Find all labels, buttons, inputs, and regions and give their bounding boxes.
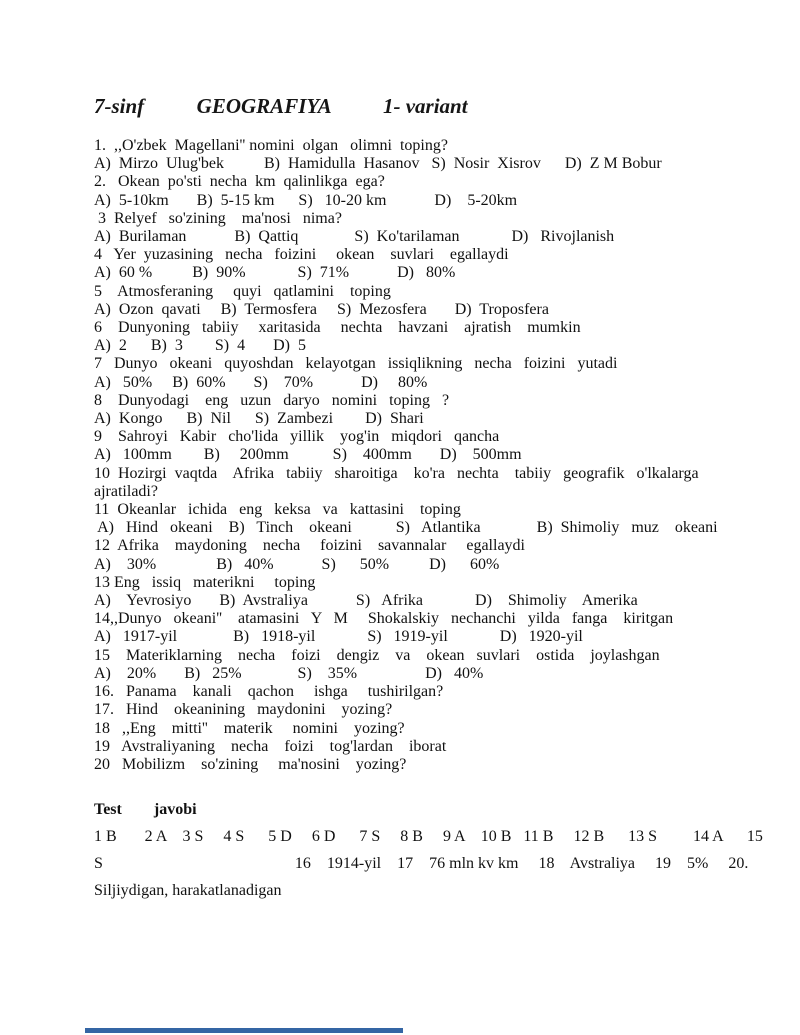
question-line: 11 Okeanlar ichida eng keksa va kattasini toping — [94, 501, 461, 519]
question-line: A) 50% B) 60% S) 70% D) 80% — [94, 373, 428, 391]
question-line: ajratiladi? — [94, 482, 158, 500]
question-line: A) Ozon qavati B) Termosfera S) Mezosfera D) Troposfera — [94, 300, 549, 318]
question-line: 12 Afrika maydoning necha foizini savannalar egallaydi — [94, 537, 525, 555]
question-line: 13 Eng issiq materikni toping — [94, 573, 316, 591]
question-line: A) 100mm B) 200mm S) 400mm D) 500mm — [94, 446, 522, 464]
question-line: 2. Okean po'sti necha km qalinlikga ega? — [94, 173, 385, 191]
question-line: 9 Sahroyi Kabir cho'lida yillik yog'in miqdori qancha — [94, 428, 500, 446]
question-line: 15 Materiklarning necha foizi dengiz va okean suvlari ostida joylashgan — [94, 646, 660, 664]
question-line: A) Kongo B) Nil S) Zambezi D) Shari — [94, 410, 424, 428]
question-line: A) Yevrosiyo B) Avstraliya S) Afrika D) Shimoliy Amerika — [94, 592, 638, 610]
question-line: 3 Relyef so'zining ma'nosi nima? — [94, 209, 342, 227]
question-line: A) 2 B) 3 S) 4 D) 5 — [94, 337, 306, 355]
question-line: 20 Mobilizm so'zining ma'nosini yozing? — [94, 755, 407, 773]
question-line: A) 30% B) 40% S) 50% D) 60% — [94, 555, 500, 573]
question-line: 1. ,,O'zbek Magellani'' nomini olgan olimni toping? — [94, 137, 448, 154]
document-title: 7-sinf GEOGRAFIYA 1- variant — [94, 94, 468, 118]
answer-key-heading: Test javobi — [94, 801, 197, 819]
question-line: 8 Dunyodagi eng uzun daryo nomini toping ? — [94, 391, 450, 409]
answer-key-line: S 16 1914-yil 17 76 mln kv km 18 Avstraliya 19 5% 20. — [94, 855, 749, 873]
question-line: A) Burilaman B) Qattiq S) Ko'tarilaman D) Rivojlanish — [94, 228, 615, 246]
question-line: 16. Panama kanali qachon ishga tushirilgan? — [94, 683, 444, 701]
question-line: 14,,Dunyo okeani'' atamasini Y M Shokalskiy nechanchi yilda fanga kiritgan — [94, 610, 674, 628]
question-line: 4 Yer yuzasining necha foizini okean suvlari egallaydi — [94, 246, 509, 264]
question-line: A) 60 % B) 90% S) 71% D) 80% — [94, 264, 456, 282]
question-line: 7 Dunyo okeani quyoshdan kelayotgan issiqlikning necha foizini yutadi — [94, 355, 618, 373]
question-line: 17. Hind okeanining maydonini yozing? — [94, 701, 393, 719]
answer-key-section — [94, 796, 780, 904]
question-line: A) Mirzo Ulug'bek B) Hamidulla Hasanov S) Nosir Xisrov D) Z M Bobur — [94, 155, 662, 173]
answer-key-line: 1 B 2 A 3 S 4 S 5 D 6 D 7 S 8 B 9 A 10 B 11 B 12 B 13 S 14 A 15 — [94, 828, 763, 846]
question-line: 10 Hozirgi vaqtda Afrika tabiiy sharoitiga ko'ra nechta tabiiy geografik o'lkalarga — [94, 464, 699, 482]
question-line: A) Hind okeani B) Tinch okeani S) Atlantika B) Shimoliy muz okeani — [94, 519, 718, 537]
question-line: 6 Dunyoning tabiiy xaritasida nechta havzani ajratish mumkin — [94, 319, 581, 337]
answer-key-line: Siljiydigan, harakatlanadigan — [94, 882, 282, 900]
question-line: A) 5-10km B) 5-15 km S) 10-20 km D) 5-20km — [94, 191, 518, 209]
question-line: 18 ,,Eng mitti'' materik nomini yozing? — [94, 719, 405, 737]
question-line: 5 Atmosferaning quyi qatlamini toping — [94, 282, 391, 300]
bottom-accent-bar — [85, 1028, 403, 1033]
question-line: A) 1917-yil B) 1918-yil S) 1919-yil D) 1920-yil — [94, 628, 583, 646]
question-block — [94, 137, 780, 774]
question-line: 19 Avstraliyaning necha foizi tog'lardan iborat — [94, 737, 447, 755]
question-line: A) 20% B) 25% S) 35% D) 40% — [94, 664, 484, 682]
